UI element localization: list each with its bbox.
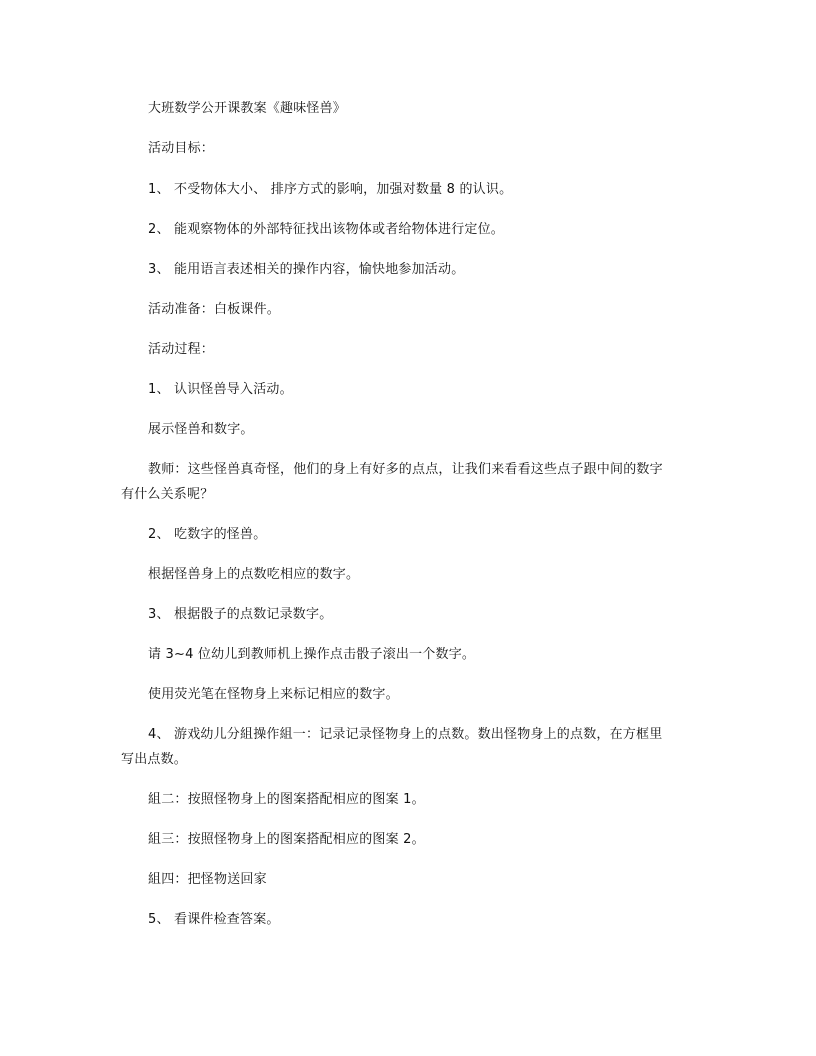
step-2: 2、 吃数字的怪兽。 [148,527,267,542]
preparation-text: 活动准备：白板课件。 [148,302,281,317]
step-3-detail-2: 使用荧光笔在怪物身上来标记相应的数字。 [148,687,399,702]
goals-heading: 活动目标： [148,141,215,156]
group-4: 組四：把怪物送回家 [148,872,267,887]
group-2: 組二：按照怪物身上的图案搭配相应的图案 1。 [148,792,425,807]
document-title: 大班数学公开课教案《趣味怪兽》 [148,101,347,116]
step-3: 3、 根据骰子的点数记录数字。 [148,607,333,622]
goal-item-2: 2、 能观察物体的外部特征找出该物体或者给物体进行定位。 [148,222,505,237]
step-1: 1、 认识怪兽导入活动。 [148,382,293,397]
group-3: 組三：按照怪物身上的图案搭配相应的图案 2。 [148,832,425,847]
goal-item-3: 3、 能用语言表述相关的操作内容，愉快地参加活动。 [148,262,465,277]
step-2-detail: 根据怪兽身上的点数吃相应的数字。 [148,567,360,582]
teacher-line-2: 有什么关系呢？ [121,487,214,502]
step-4-line-2: 写出点数。 [121,752,188,767]
step-3-detail-1: 请 3~4 位幼儿到教师机上操作点击骰子滚出一个数字。 [148,647,476,662]
step-1-detail: 展示怪兽和数字。 [148,422,254,437]
teacher-line-1: 教师：这些怪兽真奇怪，他们的身上有好多的点点，让我们来看看这些点子跟中间的数字 [148,462,663,477]
step-5: 5、 看课件检查答案。 [148,912,280,927]
process-heading: 活动过程： [148,342,215,357]
step-4-line-1: 4、 游戏幼儿分組操作組一：记录记录怪物身上的点数。数出怪物身上的点数，在方框里 [148,727,663,742]
goal-item-1: 1、 不受物体大小、 排序方式的影响，加强对数量 8 的认识。 [148,182,513,197]
